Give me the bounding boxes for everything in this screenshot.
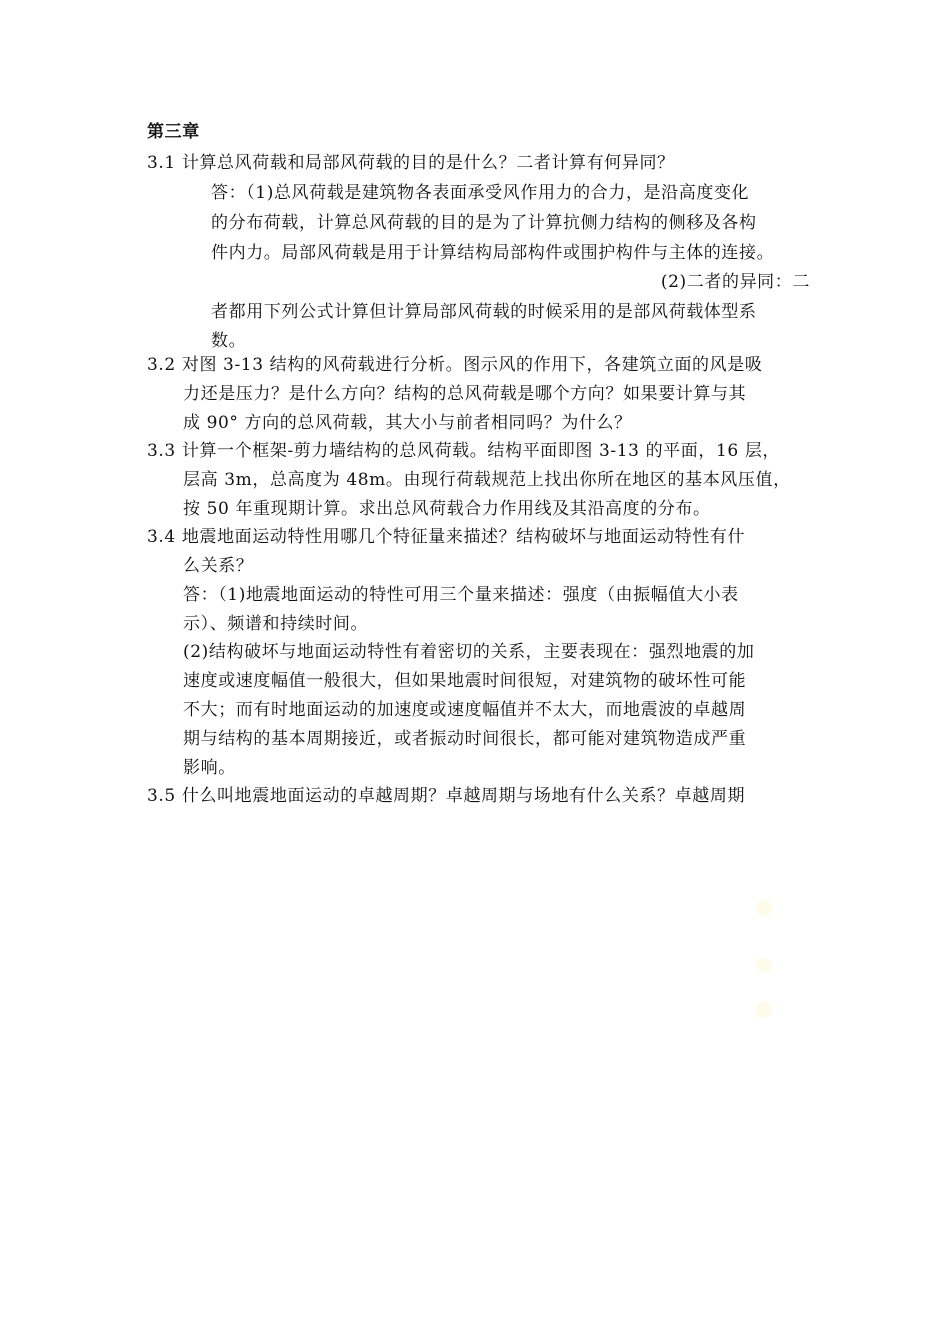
question-3-3-line-3: 按 50 年重现期计算。求出总风荷载合力作用线及其沿高度的分布。	[183, 499, 711, 519]
answer-3-4-line-4: 速度或速度幅值一般很大，但如果地震时间很短，对建筑物的破坏性可能	[183, 671, 747, 691]
answer-3-1-line-3: 件内力。局部风荷载是用于计算结构局部构件或围护构件与主体的连接。	[211, 243, 775, 263]
question-3-4-line-2: 么关系？	[183, 556, 254, 576]
question-3-2-line-2: 力还是压力？是什么方向？结构的总风荷载是哪个方向？如果要计算与其	[183, 384, 747, 404]
answer-3-1-line-2: 的分布荷载，计算总风荷载的目的是为了计算抗侧力结构的侧移及各构	[211, 213, 757, 233]
answer-3-4-line-7: 影响。	[183, 758, 236, 778]
scan-smudge	[756, 1002, 772, 1018]
question-3-3-line-1: 3.3 计算一个框架-剪力墙结构的总风荷载。结构平面即图 3-13 的平面，16 层，	[147, 441, 781, 461]
answer-3-1-line-6: 数。	[211, 331, 247, 351]
answer-3-4-line-2: 示）、频谱和持续时间。	[183, 614, 369, 634]
question-3-1: 3.1 计算总风荷载和局部风荷载的目的是什么？二者计算有何异同？	[147, 153, 675, 173]
question-3-2-line-3: 成 90° 方向的总风荷载，其大小与前者相同吗？为什么？	[183, 413, 632, 433]
chapter-title: 第三章	[147, 122, 200, 142]
question-3-3-line-2: 层高 3m，总高度为 48m。由现行荷载规范上找出你所在地区的基本风压值，	[183, 470, 791, 490]
answer-3-4-line-5: 不大；而有时地面运动的加速度或速度幅值并不太大，而地震波的卓越周	[183, 700, 747, 720]
question-3-2-line-1: 3.2 对图 3-13 结构的风荷载进行分析。图示风的作用下，各建筑立面的风是吸	[147, 355, 763, 375]
scan-smudge	[756, 958, 772, 972]
scan-smudge	[756, 900, 772, 916]
answer-3-4-line-3: (2)结构破坏与地面运动特性有着密切的关系，主要表现在：强烈地震的加	[183, 642, 755, 662]
answer-3-4-line-1: 答：（1)地震地面运动的特性可用三个量来描述：强度（由振幅值大小表	[183, 585, 739, 605]
question-3-4-line-1: 3.4 地震地面运动特性用哪几个特征量来描述？结构破坏与地面运动特性有什	[147, 527, 746, 547]
answer-3-1-line-5: 者都用下列公式计算但计算局部风荷载的时候采用的是部风荷载体型系	[211, 302, 757, 322]
answer-3-1-line-4: (2)二者的异同：二	[660, 272, 810, 292]
answer-3-1-line-1: 答：（1)总风荷载是建筑物各表面承受风作用力的合力，是沿高度变化	[211, 183, 750, 203]
answer-3-4-line-6: 期与结构的基本周期接近，或者振动时间很长，都可能对建筑物造成严重	[183, 729, 747, 749]
question-3-5: 3.5 什么叫地震地面运动的卓越周期？卓越周期与场地有什么关系？卓越周期	[147, 786, 746, 806]
